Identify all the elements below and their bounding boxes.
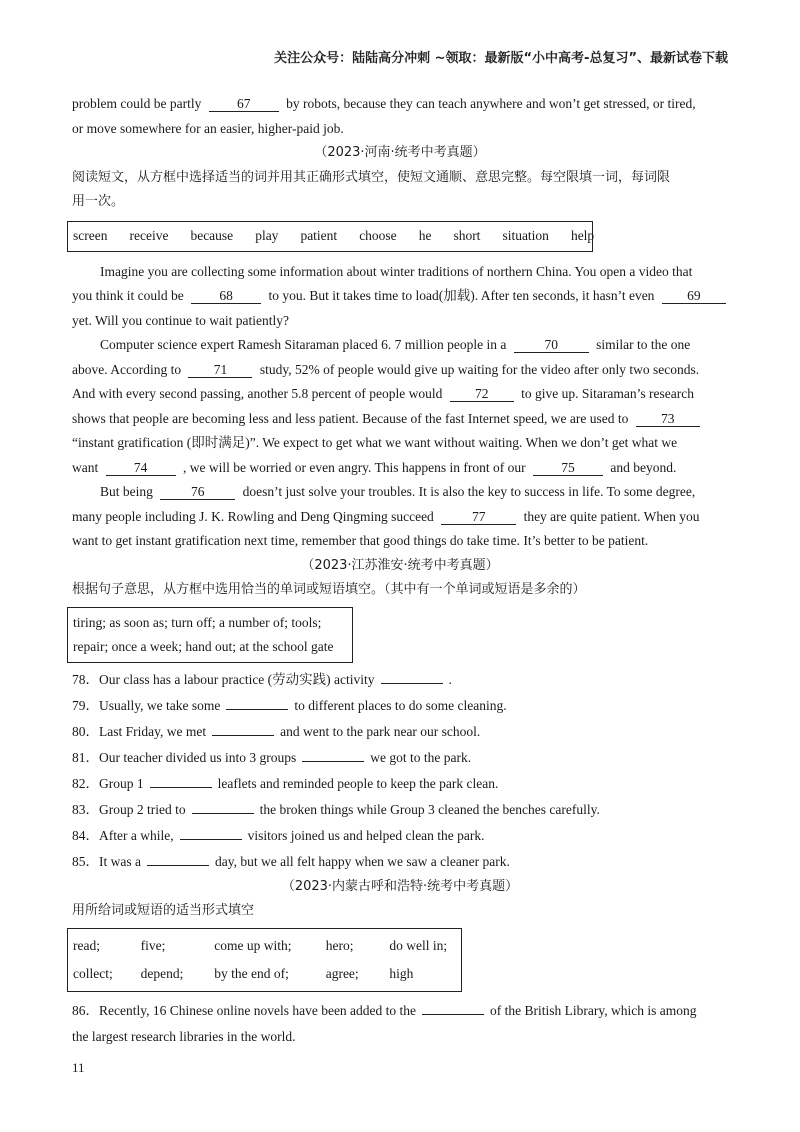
word-box-item: help [570, 228, 595, 243]
passage-line: yet. Will you continue to wait patiently? [72, 312, 290, 328]
text: Usually, we take some [99, 697, 221, 713]
blank-70: 70 [514, 337, 589, 353]
question-number: 79． [72, 697, 99, 713]
passage-line [72, 407, 728, 432]
text: . [448, 671, 452, 687]
question-number: 80． [72, 723, 99, 739]
answer-blank[interactable] [302, 748, 364, 762]
blank-68: 68 [191, 288, 261, 304]
question-81 [72, 745, 728, 771]
word-box-item: collect; [73, 965, 113, 981]
word-box-item: do well in; [389, 937, 448, 953]
passage-line: “instant gratification (即时满足)”. We expect to get what we want without waiting. When we don’t get what we [72, 435, 678, 450]
text: Computer science expert Ramesh Sitaraman placed 6. 7 million people in a [100, 337, 507, 352]
passage-line: Imagine you are collecting some information about winter traditions of northern China. You open a video that [100, 263, 693, 279]
text: And with every second passing, another 5.8 percent of people would [72, 386, 443, 401]
question-number: 83． [72, 801, 99, 817]
question-number: 81． [72, 749, 99, 765]
section2-instruction: 根据句子意思，从方框中选用恰当的单词或短语填空。（其中有一个单词或短语是多余的） [72, 582, 586, 597]
answer-blank[interactable] [180, 826, 242, 840]
blank-76: 76 [160, 484, 235, 500]
text: doesn’t just solve your troubles. It is also the key to success in life. To some degree, [242, 484, 696, 499]
word-box-item: come up with; [214, 937, 292, 953]
section1-instruction-cont: 用一次。 [72, 194, 125, 209]
question-number: 78． [72, 671, 99, 687]
text: and went to the park near our school. [280, 723, 481, 739]
section1-instruction: 阅读短文，从方框中选择适当的词并用其正确形式填空，使短文通顺、意思完整。每空限填一词，每词限 [72, 169, 671, 185]
question-84 [72, 823, 728, 849]
text: they are quite patient. When you [523, 508, 700, 524]
text: we got to the park. [370, 749, 472, 765]
question-78 [72, 667, 728, 693]
text: by robots, because they can teach anywhere and won’t get stressed, or tired, [286, 96, 696, 111]
word-box-1 [67, 221, 593, 252]
word-box-item: short [453, 228, 481, 243]
text: problem could be partly [72, 96, 202, 111]
question-number: 85． [72, 853, 99, 869]
blank-77: 77 [441, 509, 516, 525]
word-box-item: receive [129, 228, 169, 243]
section2-source: （2023·江苏淮安·统考中考真题） [301, 557, 499, 573]
text: of the British Library, which is among [490, 1002, 697, 1018]
text: leaflets and reminded people to keep the park clean. [217, 775, 499, 791]
passage-line: want to get instant gratification next time, remember that good things do take time. It’s better to be patient. [72, 533, 649, 548]
question-number: 82． [72, 775, 99, 791]
text: you think it could be [72, 288, 184, 303]
blank-72: 72 [450, 386, 514, 402]
answer-blank[interactable] [147, 852, 209, 866]
answer-blank[interactable] [226, 696, 288, 710]
answer-blank[interactable] [192, 800, 254, 814]
text: Last Friday, we met [99, 723, 207, 739]
page-content [72, 92, 728, 1050]
text: many people including J. K. Rowling and Deng Qingming succeed [72, 508, 434, 524]
word-box-item: depend; [140, 965, 184, 981]
question-82 [72, 771, 728, 797]
word-box-2 [67, 607, 353, 663]
text: to you. But it takes time to load(加载). After ten seconds, it hasn’t even [268, 288, 655, 303]
word-box-item: he [418, 228, 432, 243]
question-number: 84． [72, 827, 99, 843]
word-box-item: because [190, 228, 234, 243]
question-86-cont: the largest research libraries in the world. [72, 1028, 296, 1044]
word-box-item: patient [300, 228, 338, 243]
blank-75: 75 [533, 460, 603, 476]
text: It was a [99, 853, 141, 869]
word-box-item: high [389, 965, 414, 981]
word-box-item: situation [502, 228, 549, 243]
passage-line: or move somewhere for an easier, higher-paid job. [72, 120, 344, 136]
blank-67: 67 [209, 96, 279, 112]
text: Our class has a labour practice (劳动实践) activity [99, 671, 375, 687]
word-box-row [73, 960, 461, 988]
text: But being [100, 484, 153, 499]
word-box-item: five; [140, 937, 166, 953]
passage-line [72, 284, 728, 309]
blank-73: 73 [636, 411, 700, 427]
passage-line [72, 358, 728, 383]
text: the broken things while Group 3 cleaned the benches carefully. [259, 801, 600, 817]
answer-blank[interactable] [422, 1001, 484, 1015]
text: to different places to do some cleaning. [294, 697, 507, 713]
passage-line [72, 382, 728, 407]
text: , we will be worried or even angry. This happens in front of our [183, 459, 526, 475]
word-box-item: agree; [325, 965, 359, 981]
word-box-item: choose [359, 228, 397, 243]
word-box-item: read; [73, 937, 100, 953]
header-note: 关注公众号：陆陆高分冲刺 ~领取：最新版“小中高考-总复习”、最新试卷下载 [274, 51, 728, 66]
passage-line [72, 333, 728, 358]
text: visitors joined us and helped clean the park. [247, 827, 485, 843]
passage-line [72, 480, 728, 505]
text: shows that people are becoming less and less patient. Because of the fast Internet speed, we are used to [72, 410, 629, 426]
text: Group 2 tried to [99, 801, 186, 817]
text: to give up. Sitaraman’s research [521, 386, 694, 401]
word-box-item: by the end of; [214, 965, 289, 981]
text: and beyond. [610, 459, 677, 475]
blank-69: 69 [662, 288, 726, 304]
answer-blank[interactable] [212, 722, 274, 736]
text: Group 1 [99, 775, 144, 791]
page-number: 11 [72, 1060, 85, 1075]
word-box-line: tiring; as soon as; turn off; a number of; tools; [73, 614, 322, 630]
section3-instruction: 用所给词或短语的适当形式填空 [72, 903, 255, 918]
text: study, 52% of people would give up waiting for the video after only two seconds. [259, 361, 700, 377]
word-box-item: screen [73, 228, 108, 243]
question-83 [72, 797, 728, 823]
word-box-item: hero; [325, 937, 354, 953]
word-box-item: play [255, 228, 279, 243]
text: day, but we all felt happy when we saw a cleaner park. [214, 853, 510, 869]
question-80 [72, 719, 728, 745]
word-box-3 [67, 928, 462, 992]
word-box-row [73, 932, 461, 960]
word-box-line: repair; once a week; hand out; at the school gate [73, 639, 334, 654]
text: similar to the one [596, 337, 691, 352]
question-number: 86． [72, 1002, 99, 1018]
blank-71: 71 [188, 362, 252, 378]
answer-blank[interactable] [150, 774, 212, 788]
text: want [72, 459, 99, 475]
section1-source: （2023·河南·统考中考真题） [314, 145, 486, 160]
passage-line [72, 456, 728, 481]
passage-line [72, 505, 728, 530]
question-85 [72, 849, 728, 875]
question-86 [72, 998, 728, 1024]
answer-blank[interactable] [381, 670, 443, 684]
text: Our teacher divided us into 3 groups [99, 749, 297, 765]
section3-source: （2023·内蒙古呼和浩特·统考中考真题） [281, 878, 519, 894]
passage-line [72, 92, 728, 117]
text: After a while, [99, 827, 174, 843]
blank-74: 74 [106, 460, 176, 476]
question-79 [72, 693, 728, 719]
text: above. According to [72, 361, 182, 377]
text: Recently, 16 Chinese online novels have been added to the [99, 1002, 417, 1018]
